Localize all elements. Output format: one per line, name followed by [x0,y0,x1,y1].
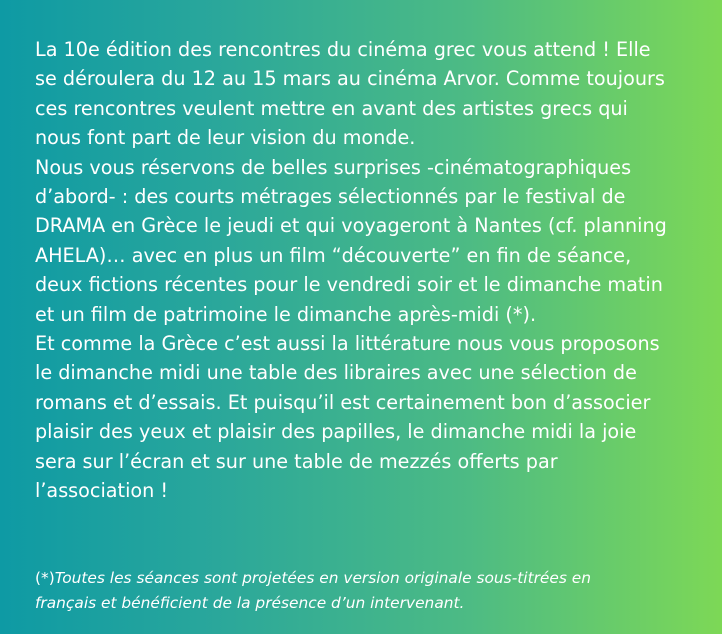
paragraph-program: Nous vous réservons de belles surprises -cinématographiques d’abord- : des courts métrages sélectionnés par le festival de DRAMA en Grèce le jeudi et qui voyageront à Nantes (cf. planning AHELA)… avec en plus un film “découverte” en fin de séance, deux fictions récentes pour le vendredi soir et le dimanche matin et un film de patrimoine le dimanche après-midi (*). [35,155,667,326]
footnote [35,566,685,616]
footnote-text: Toutes les séances sont projetées en version originale sous-titrées en français et bénéficient de la présence d’un intervenant. [35,569,591,612]
paragraph-intro: La 10e édition des rencontres du cinéma grec vous attend ! Elle se déroulera du 12 au 15 mars au cinéma Arvor. Comme toujours ces rencontres veulent mettre en avant des artistes grecs qui nous font part de leur vision du monde. [35,38,665,150]
announcement-text [35,35,685,506]
footnote-marker: (*) [35,569,55,587]
paragraph-literature: Et comme la Grèce c’est aussi la littérature nous vous proposons le dimanche midi une table des libraires avec une sélection de romans et d’essais. Et puisqu’il est certainement bon d’associer plaisir des yeux et plaisir des papilles, le dimanche midi la joie sera sur l’écran et sur une table de mezzés offerts par l’association ! [35,332,660,503]
